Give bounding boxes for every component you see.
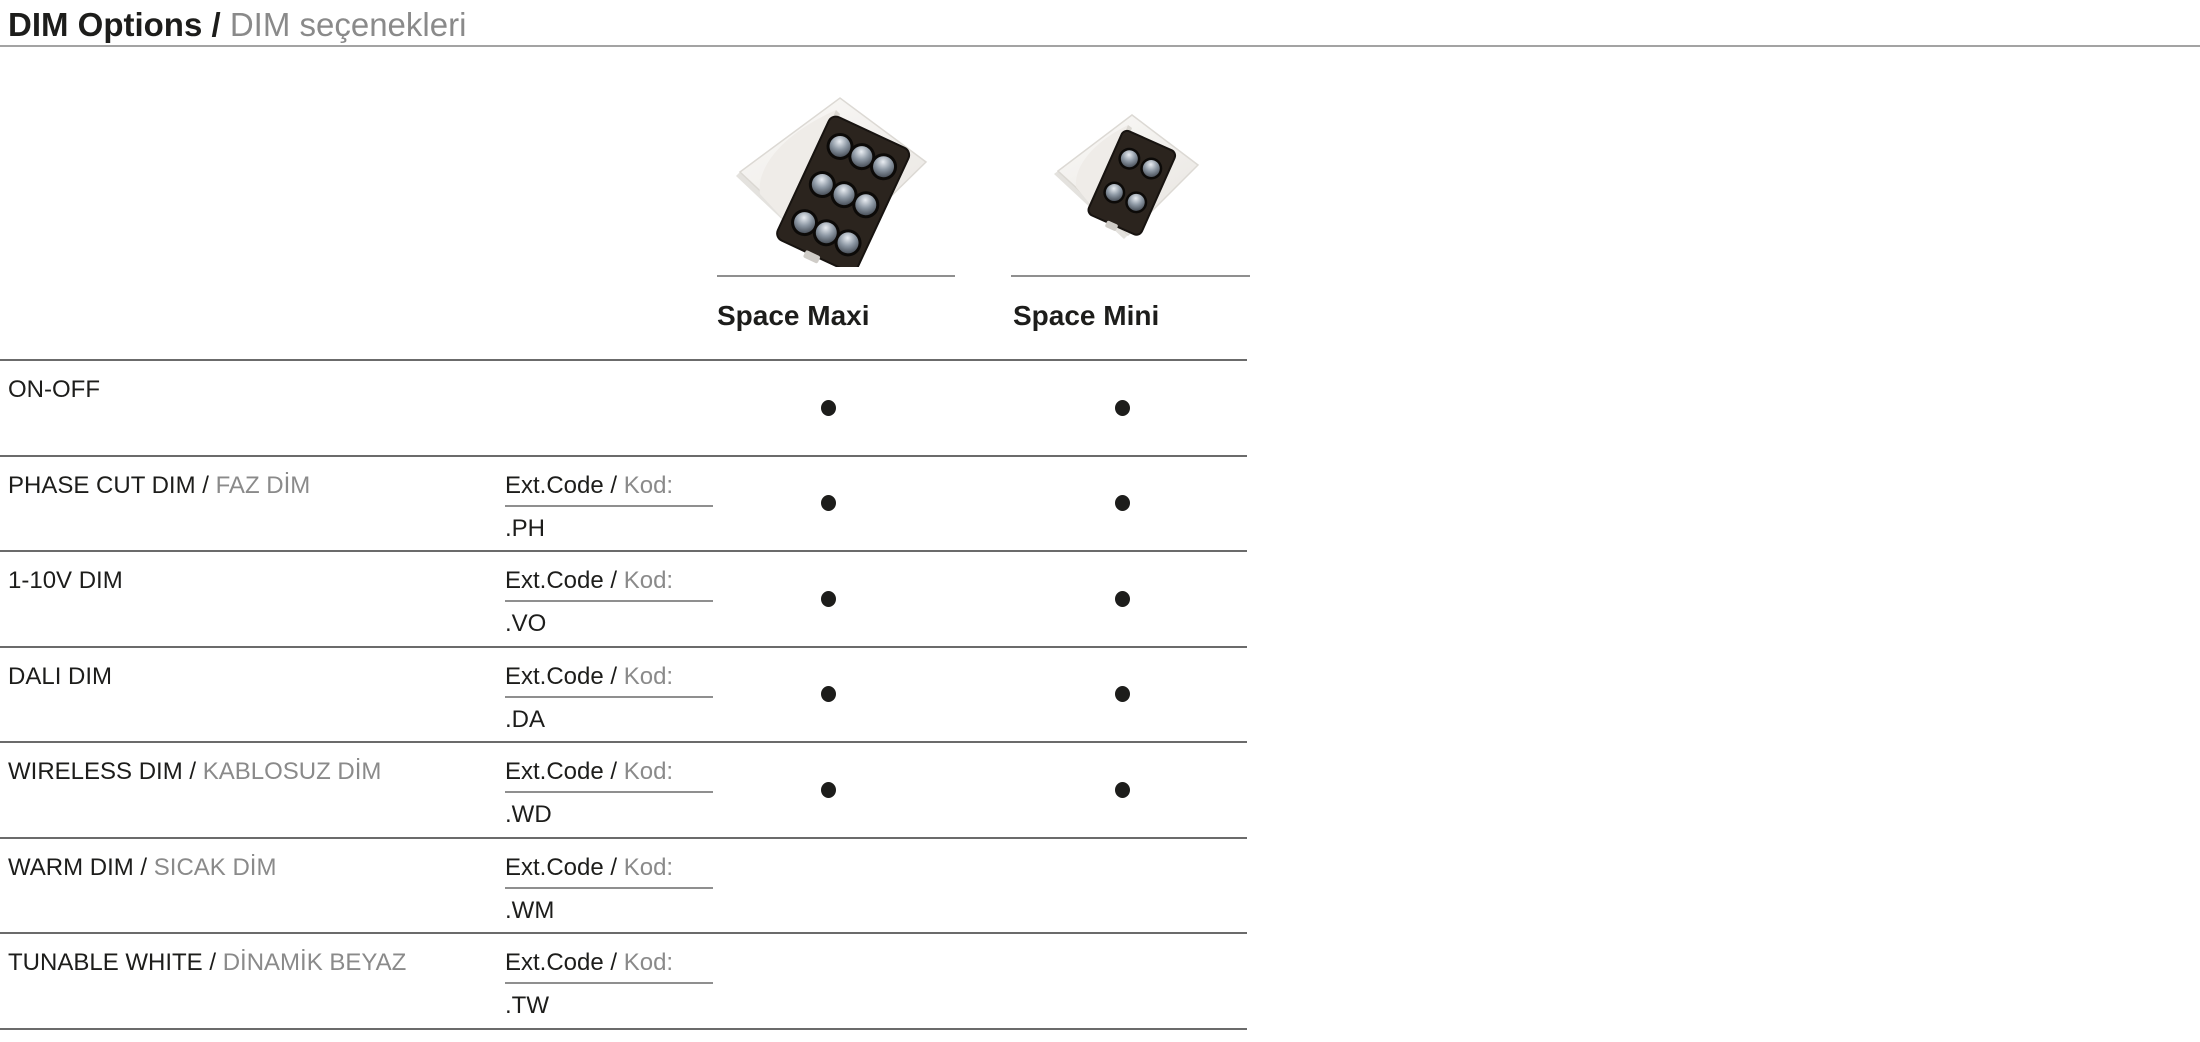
ext-code-cell [505, 648, 713, 742]
ext-code-cell [505, 457, 713, 551]
space-maxi-cell [713, 743, 943, 837]
availability-dot-space-maxi [821, 400, 836, 416]
space-mini-cell [997, 457, 1247, 551]
space-mini-cell [997, 648, 1247, 742]
ext-code-value: .VO [505, 610, 547, 638]
row-label [0, 743, 505, 837]
ext-code-label [505, 948, 713, 984]
row-label [0, 648, 505, 742]
ext-code-label-tr: Kod: [617, 567, 674, 595]
row-label [0, 934, 505, 1028]
space-maxi-column-underline [717, 275, 955, 277]
space-mini-cell [997, 934, 1247, 1028]
ext-code-value: .WD [505, 801, 552, 829]
row-label-en: ON-OFF [8, 376, 100, 403]
space-maxi-product-image [690, 62, 970, 267]
column-spacer [943, 648, 997, 742]
ext-code-label-tr: Kod: [617, 758, 674, 786]
table-row [0, 934, 1247, 1030]
row-label [0, 552, 505, 646]
row-label-en: TUNABLE WHITE / [8, 949, 217, 977]
ext-code-label-tr: Kod: [617, 471, 674, 499]
ext-code-value: .WM [505, 896, 555, 924]
availability-dot-space-maxi [821, 782, 836, 798]
space-maxi-cell [713, 361, 943, 455]
column-spacer [943, 839, 997, 933]
ext-code-value: .PH [505, 514, 546, 542]
ext-code-cell [505, 552, 713, 646]
ext-code-label [505, 662, 713, 698]
ext-code-label-en: Ext.Code / [505, 949, 618, 977]
ext-code-label-en: Ext.Code / [505, 758, 618, 786]
availability-dot-space-mini [1115, 686, 1130, 702]
space-mini-column-underline [1011, 275, 1250, 277]
dim-options-table [0, 359, 1247, 1030]
ext-code-label [505, 471, 713, 507]
row-label-en: WARM DIM / [8, 853, 148, 881]
ext-code-label-tr: Kod: [617, 853, 674, 881]
column-spacer [943, 743, 997, 837]
ext-code-label-tr: Kod: [617, 949, 674, 977]
ext-code-label-en: Ext.Code / [505, 471, 618, 499]
row-label [0, 839, 505, 933]
row-label-en: 1-10V DIM [8, 567, 123, 595]
column-spacer [943, 457, 997, 551]
table-row [0, 361, 1247, 457]
ext-code-label-tr: Kod: [617, 662, 674, 690]
space-mini-cell [997, 839, 1247, 933]
space-mini-cell [997, 552, 1247, 646]
page-title-en: DIM Options / [8, 6, 221, 43]
availability-dot-space-maxi [821, 686, 836, 702]
space-maxi-cell [713, 457, 943, 551]
ext-code-cell [505, 839, 713, 933]
row-label-tr: DİNAMİK BEYAZ [222, 949, 407, 977]
row-label-tr: SICAK DİM [153, 853, 277, 881]
ext-code-label-en: Ext.Code / [505, 567, 618, 595]
row-label-en: WIRELESS DIM / [8, 758, 197, 786]
space-mini-cell [997, 743, 1247, 837]
table-row [0, 552, 1247, 648]
ext-code-value: .DA [505, 705, 546, 733]
page-title [8, 4, 466, 46]
row-label [0, 457, 505, 551]
space-maxi-column-label: Space Maxi [717, 300, 870, 331]
title-divider [0, 45, 2200, 47]
availability-dot-space-mini [1115, 495, 1130, 511]
space-mini-cell [997, 361, 1247, 455]
column-spacer [943, 552, 997, 646]
row-label-en: DALI DIM [8, 662, 113, 690]
space-maxi-cell [713, 552, 943, 646]
column-spacer [943, 361, 997, 455]
row-label [0, 361, 505, 455]
ext-code-cell [505, 743, 713, 837]
table-row [0, 743, 1247, 839]
availability-dot-space-mini [1115, 591, 1130, 607]
table-row [0, 457, 1247, 553]
availability-dot-space-mini [1115, 782, 1130, 798]
table-row [0, 648, 1247, 744]
ext-code-label-en: Ext.Code / [505, 853, 618, 881]
ext-code-cell [505, 361, 713, 455]
space-maxi-cell [713, 648, 943, 742]
table-row [0, 839, 1247, 935]
availability-dot-space-mini [1115, 400, 1130, 416]
ext-code-label [505, 566, 713, 602]
space-mini-product-image [1020, 85, 1240, 255]
page-title-tr: DIM seçenekleri [229, 6, 467, 43]
column-spacer [943, 934, 997, 1028]
space-mini-column-label: Space Mini [1013, 300, 1160, 331]
row-label-tr: FAZ DİM [215, 471, 311, 499]
availability-dot-space-maxi [821, 591, 836, 607]
row-label-en: PHASE CUT DIM / [8, 471, 209, 499]
row-label-tr: KABLOSUZ DİM [202, 758, 382, 786]
availability-dot-space-maxi [821, 495, 836, 511]
space-maxi-cell [713, 934, 943, 1028]
ext-code-label [505, 853, 713, 889]
ext-code-value: .TW [505, 992, 549, 1020]
ext-code-label-en: Ext.Code / [505, 662, 618, 690]
ext-code-label [505, 757, 713, 793]
ext-code-cell [505, 934, 713, 1028]
space-maxi-cell [713, 839, 943, 933]
